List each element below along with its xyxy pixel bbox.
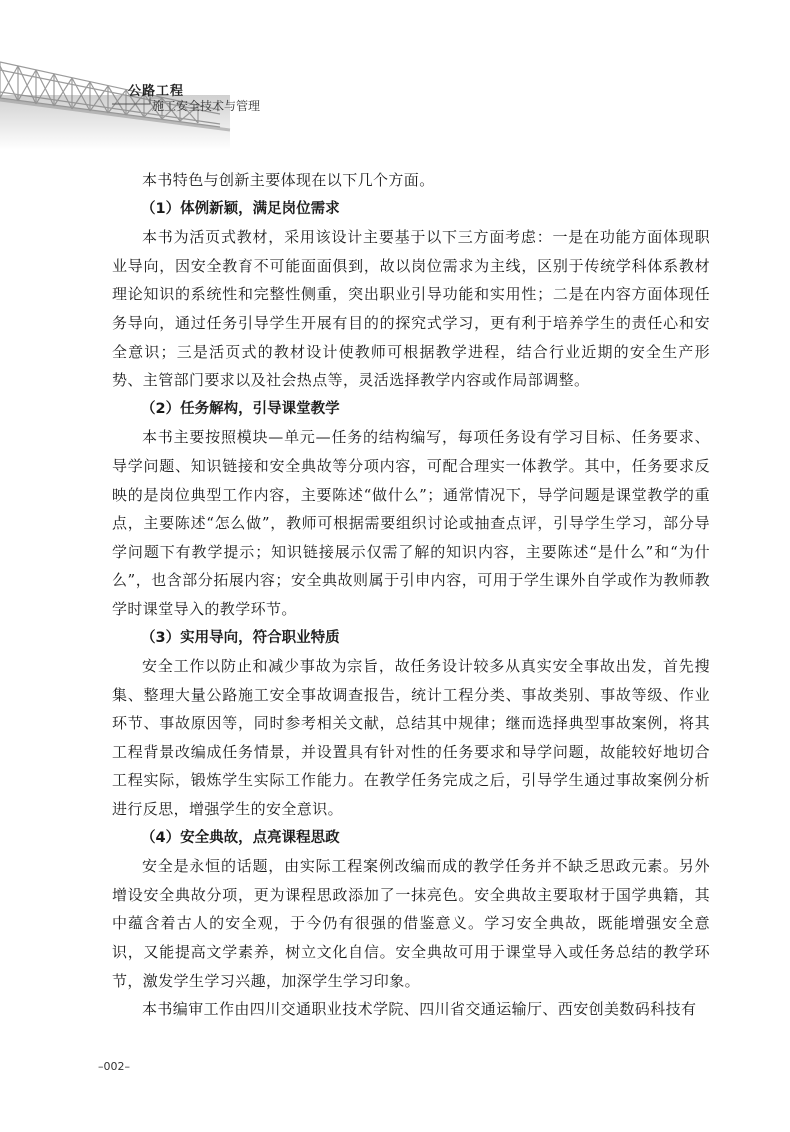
section-body-2: 本书主要按照模块—单元—任务的结构编写，每项任务设有学习目标、任务要求、导学问题、知识链接和安全典故等分项内容，可配合理实一体教学。其中，任务要求反映的是岗位典型工作内容，主要陈述“做什么”；通常情况下，导学问题是课堂教学的重点，主要陈述“怎么做”，教师可根据需要组织讨论或抽查点评，引导学生学习，部分导学问题下有教学提示；知识链接展示仅需了解的知识内容，主要陈述“是什么”和“为什么”，也含部分拓展内容；安全典故则属于引申内容，可用于学生课外自学或作为教师教学时课堂导入的教学环节。 — [112, 428, 710, 618]
section-body-1: 本书为活页式教材，采用该设计主要基于以下三方面考虑：一是在功能方面体现职业导向，因安全教育不可能面面俱到，故以岗位需求为主线，区别于传统学科体系教材理论知识的系统性和完整性侧重，突出职业引导功能和实用性；二是在内容方面体现任务导向，通过任务引导学生开展有目的的探究式学习，更有利于培养学生的责任心和安全意识；三是活页式的教材设计使教师可根据教学进程，结合行业近期的安全生产形势、主管部门要求以及社会热点等，灵活选择教学内容或作局部调整。 — [112, 228, 710, 390]
section-body-3: 安全工作以防止和减少事故为宗旨，故任务设计较多从真实安全事故出发，首先搜集、整理大量公路施工安全事故调查报告，统计工程分类、事故类别、事故等级、作业环节、事故原因等，同时参考相关文献，总结其中规律；继而选择典型事故案例，将其工程背景改编成任务情景，并设置具有针对性的任务要求和导学问题，故能较好地切合工程实际，锻炼学生实际工作能力。在教学任务完成之后，引导学生通过事故案例分析进行反思，增强学生的安全意识。 — [112, 657, 710, 819]
section-body-4: 安全是永恒的话题，由实际工程案例改编而成的教学任务并不缺乏思政元素。另外增设安全典故分项，更为课程思政添加了一抹亮色。安全典故主要取材于国学典籍，其中蕴含着古人的安全观，于今仍有很强的借鉴意义。学习安全典故，既能增强安全意识，又能提高文学素养，树立文化自信。安全典故可用于课堂导入或任务总结的教学环节，激发学生学习兴趣，加深学生学习印象。 — [112, 857, 710, 990]
section-heading-4: （4）安全典故，点亮课程思政 — [141, 829, 340, 846]
section-heading-2: （2）任务解构，引导课堂教学 — [141, 400, 340, 417]
section-heading-1: （1）体例新颖，满足岗位需求 — [141, 200, 340, 217]
book-subtitle: 施工安全技术与管理 — [152, 99, 261, 113]
bridge-banner-image — [0, 0, 790, 150]
closing-paragraph: 本书编审工作由四川交通职业技术学院、四川省交通运输厅、西安创美数码科技有 — [142, 1000, 697, 1019]
section-heading-3: （3）实用导向，符合职业特质 — [141, 629, 340, 646]
page-header — [0, 0, 790, 150]
page-body — [112, 166, 710, 1024]
book-title: 公路工程 — [128, 84, 185, 99]
page-number: –002– — [98, 1060, 130, 1073]
intro-paragraph: 本书特色与创新主要体现在以下几个方面。 — [142, 171, 435, 189]
